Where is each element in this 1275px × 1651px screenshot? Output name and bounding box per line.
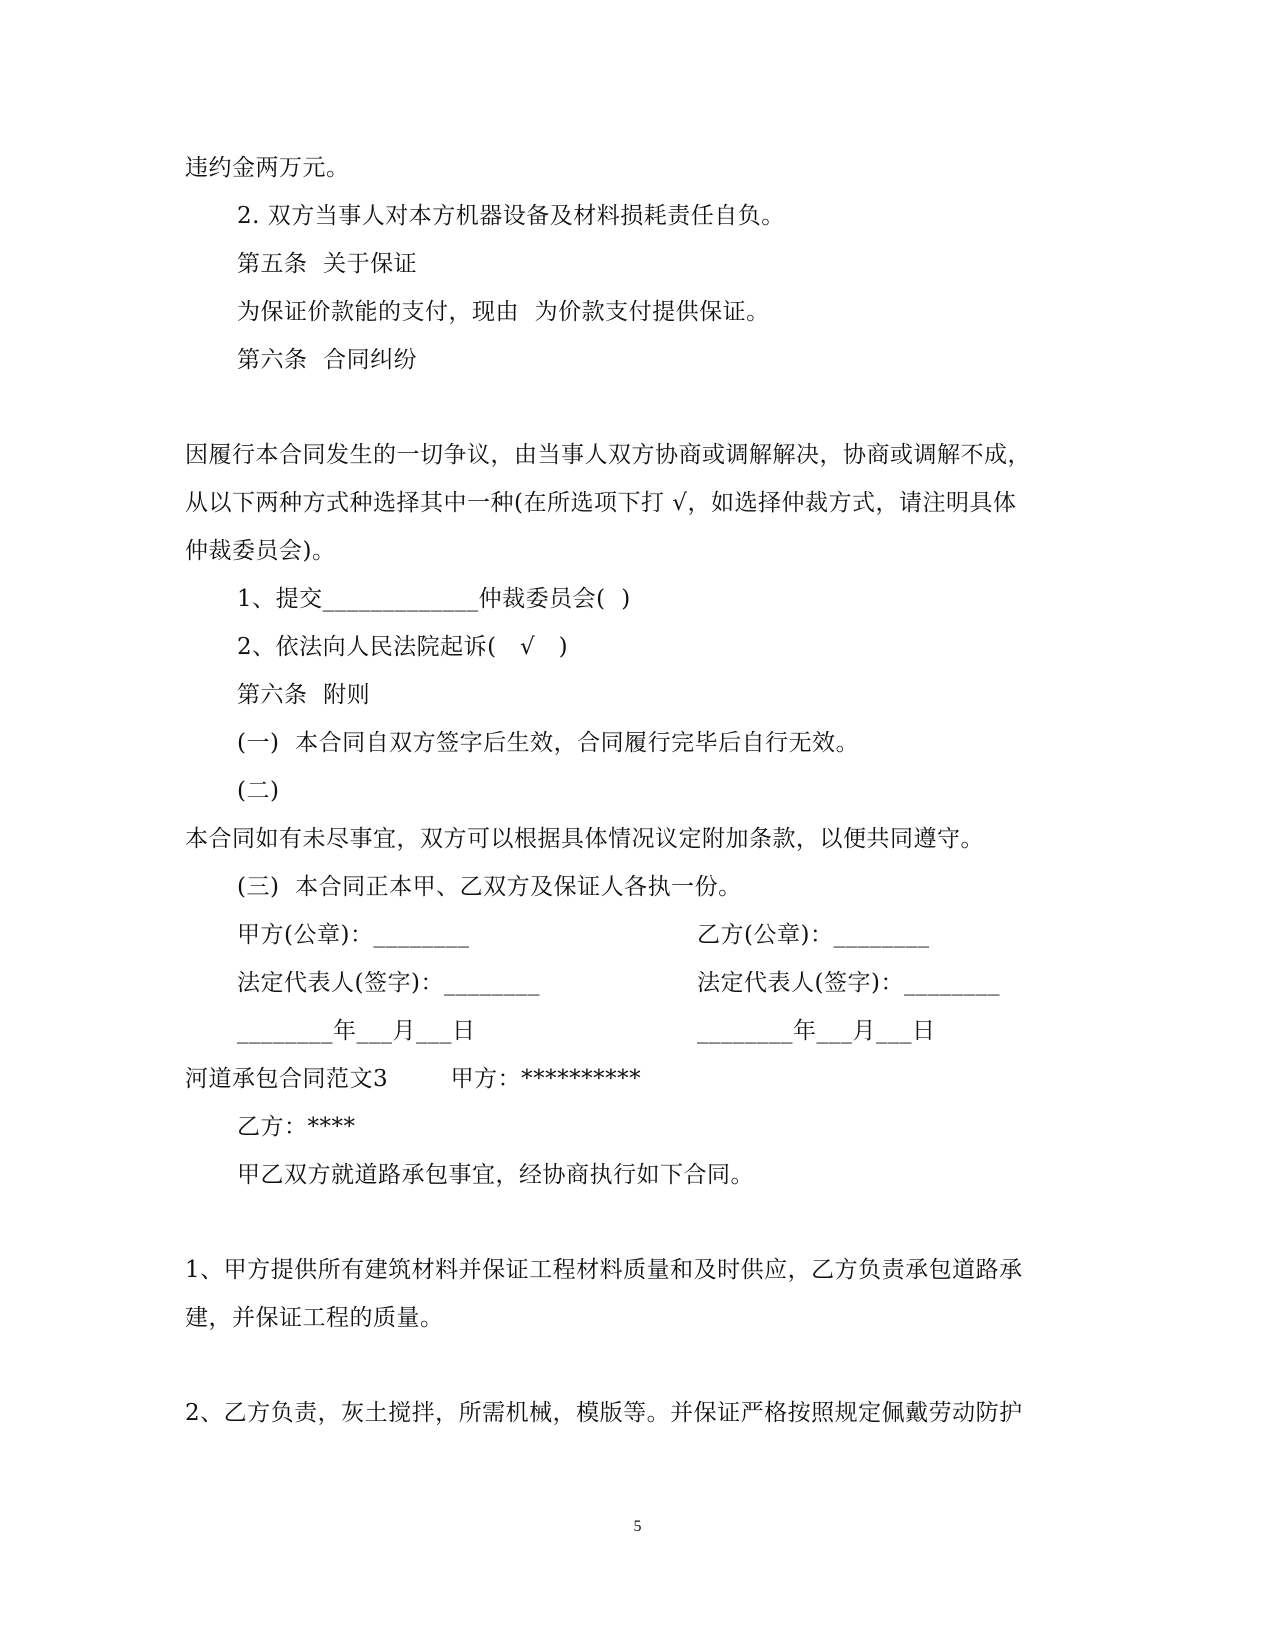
page-number: 5 — [633, 1518, 642, 1535]
text-line: 从以下两种方式种选择其中一种(在所选项下打 √，如选择仲裁方式，请注明具体 — [185, 490, 1017, 516]
section-heading: 第五条 关于保证 — [237, 251, 418, 277]
text-line: 仲裁委员会)。 — [185, 538, 336, 564]
text-line: 违约金两万元。 — [185, 155, 350, 181]
clause-2-line-1: 2、乙方负责，灰土搅拌，所需机械，模版等。并保证严格按照规定佩戴劳动防护 — [185, 1400, 1023, 1426]
clause-1-line-1: 1、甲方提供所有建筑材料并保证工程材料质量和及时供应，乙方负责承包道路承 — [185, 1257, 1023, 1283]
text-line: (二) — [237, 778, 280, 804]
contract3-party-b: 乙方：**** — [237, 1114, 356, 1140]
text-line: 2. 双方当事人对本方机器设备及材料损耗责任自负。 — [237, 203, 785, 229]
text-line: 本合同如有未尽事宜，双方可以根据具体情况议定附加条款，以便共同遵守。 — [185, 826, 984, 852]
text-line: (三) 本合同正本甲、乙双方及保证人各执一份。 — [237, 874, 742, 900]
option-line: 1、提交_____________仲裁委员会( ) — [237, 586, 631, 612]
section-heading: 第六条 附则 — [237, 682, 371, 708]
text-line: 因履行本合同发生的一切争议，由当事人双方协商或调解解决，协商或调解不成， — [185, 442, 1031, 468]
party-a-seal: 甲方(公章)：________ — [237, 922, 470, 948]
clause-1-line-2: 建，并保证工程的质量。 — [185, 1305, 444, 1331]
section-heading: 第六条 合同纠纷 — [237, 347, 418, 373]
party-a-representative: 法定代表人(签字)：________ — [237, 970, 540, 996]
text-line: (一) 本合同自双方签字后生效，合同履行完毕后自行无效。 — [237, 730, 860, 756]
party-a-date: ________年___月___日 — [237, 1018, 476, 1044]
contract3-heading: 河道承包合同范文3 甲方：********** — [185, 1066, 642, 1092]
text-line: 为保证价款能的支付，现由 为价款支付提供保证。 — [237, 299, 770, 325]
contract3-intro: 甲乙双方就道路承包事宜，经协商执行如下合同。 — [237, 1162, 754, 1188]
party-b-date: ________年___月___日 — [697, 1018, 936, 1044]
option-line: 2、依法向人民法院起诉( √ ) — [237, 634, 569, 660]
party-b-representative: 法定代表人(签字)：________ — [697, 970, 1000, 996]
party-b-seal: 乙方(公章)：________ — [697, 922, 930, 948]
